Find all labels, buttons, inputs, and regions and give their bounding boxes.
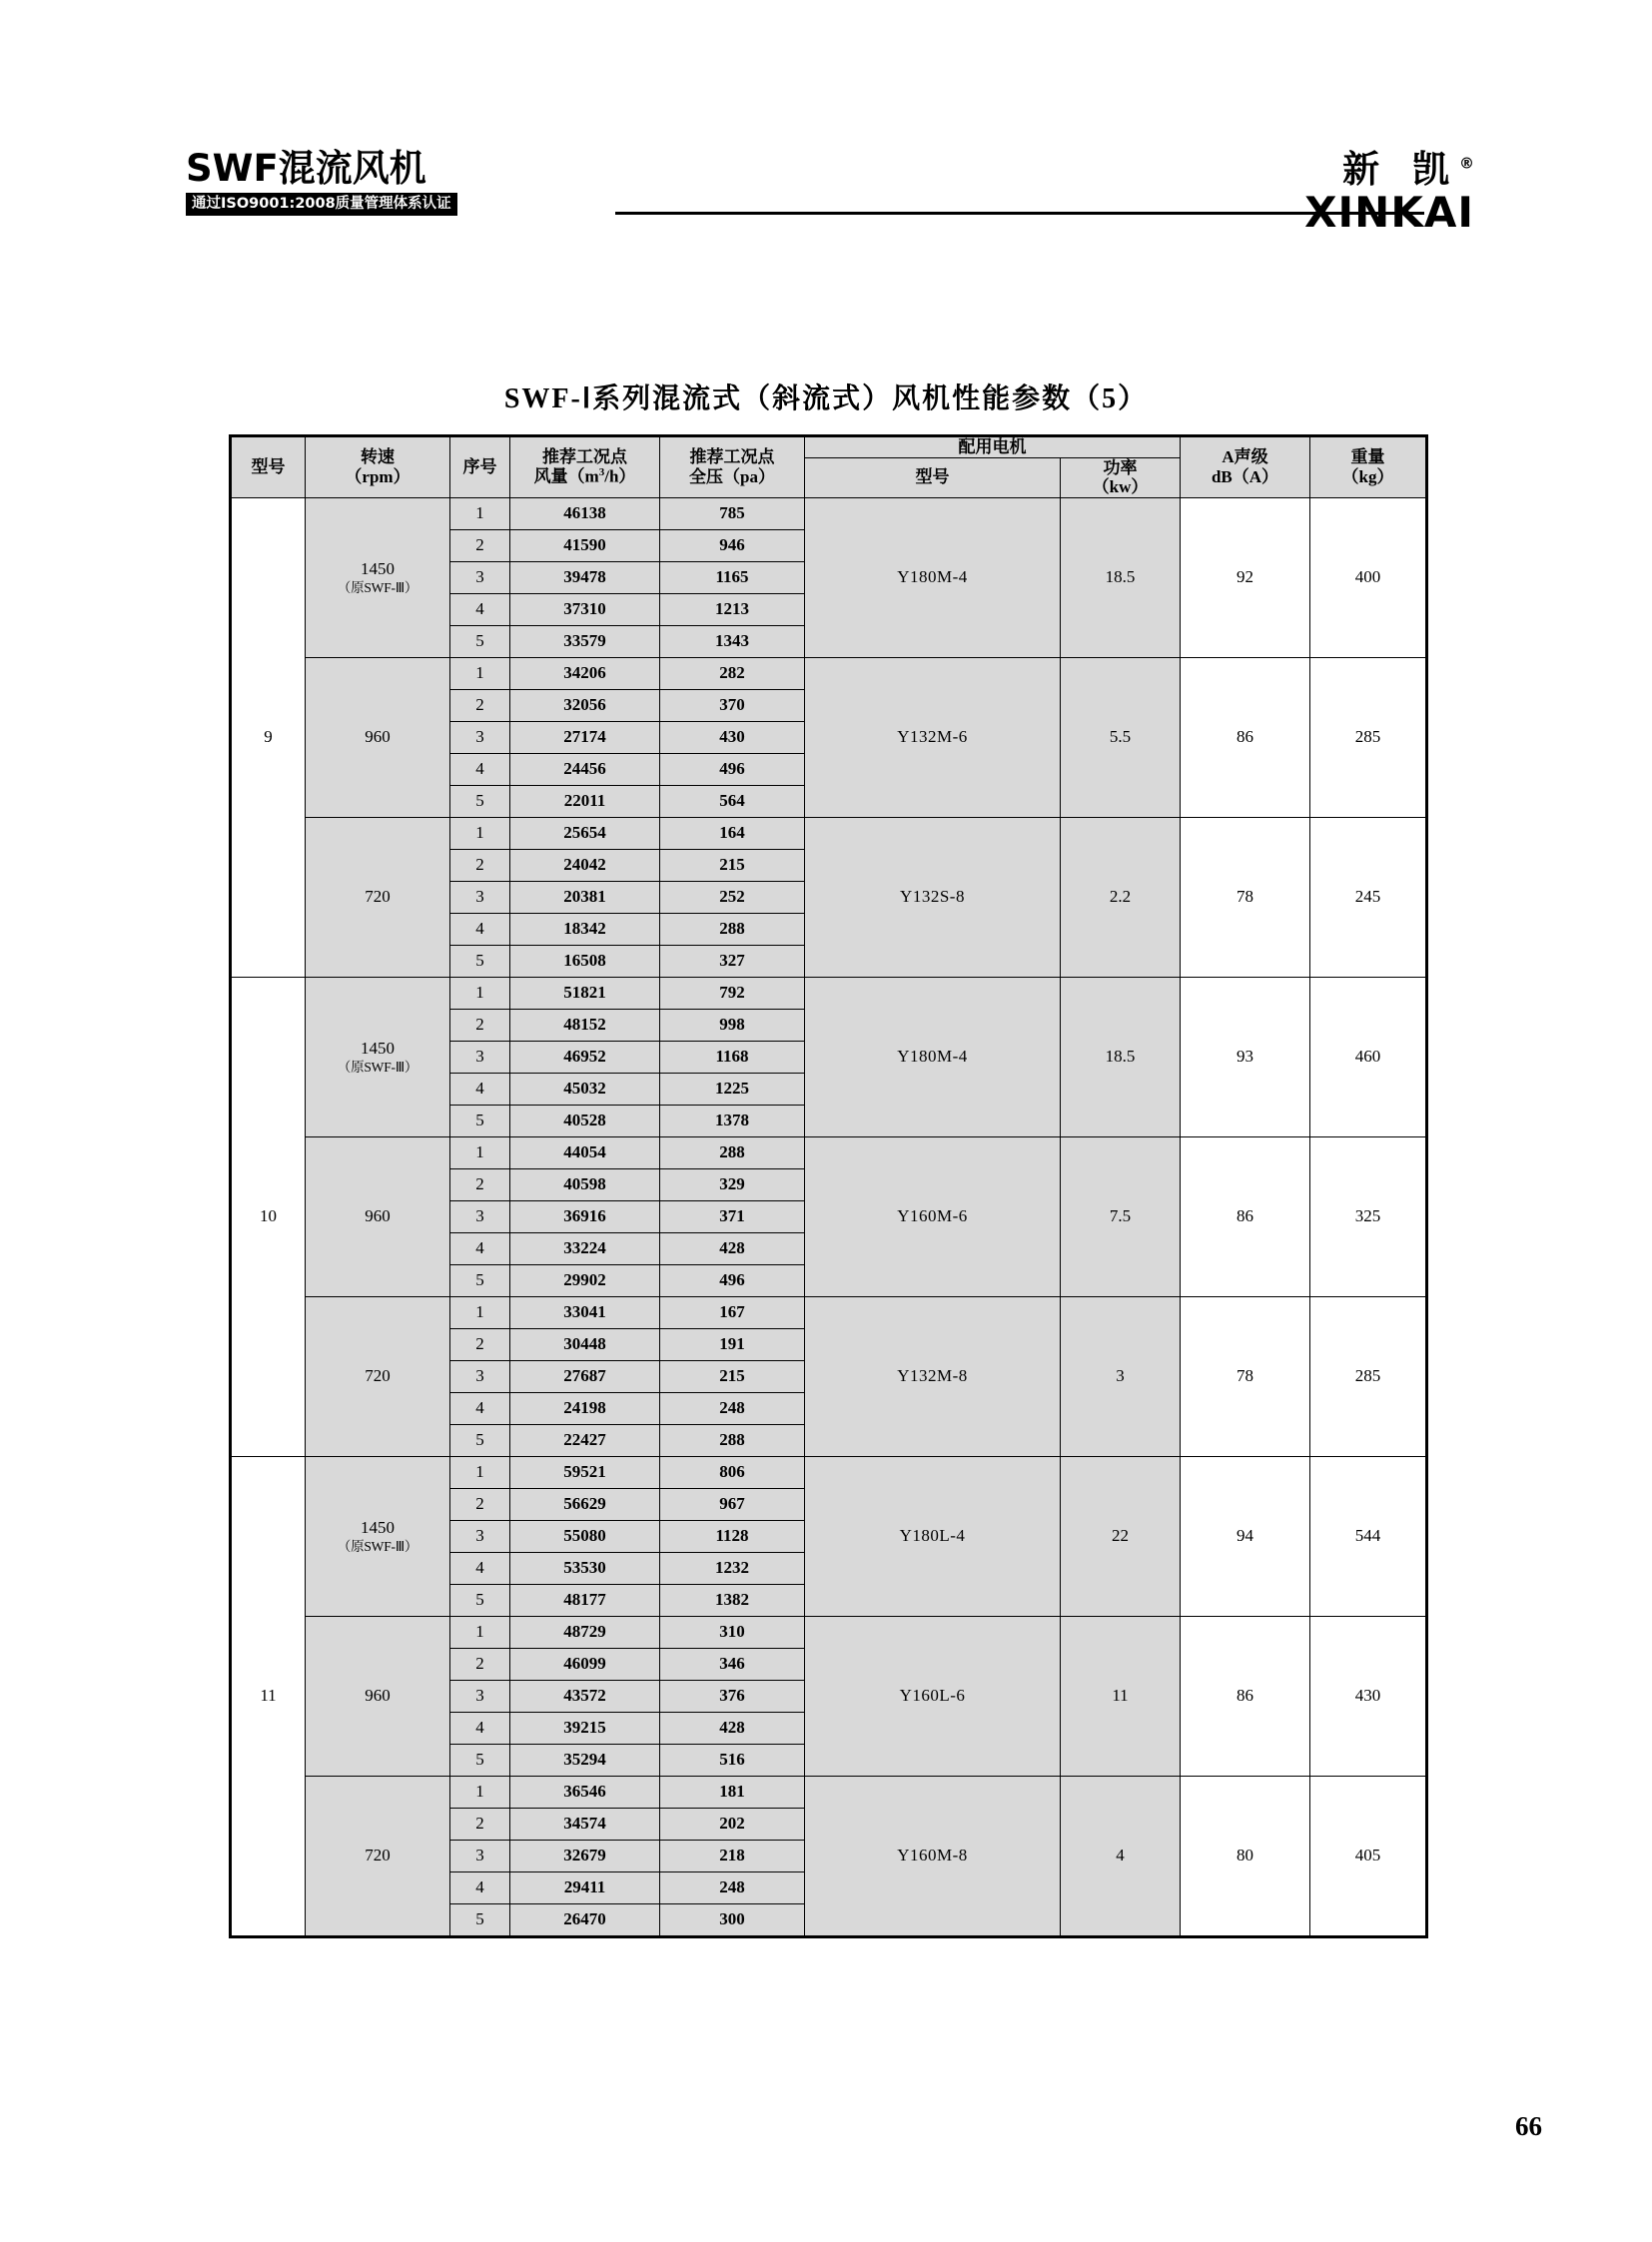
cell-index: 3	[450, 561, 510, 593]
cell-pressure: 215	[660, 1360, 805, 1392]
cell-index: 2	[450, 1808, 510, 1840]
cell-flow: 48729	[510, 1616, 660, 1648]
noise-label-line2: dB（A）	[1211, 466, 1279, 486]
cell-flow: 32679	[510, 1840, 660, 1871]
cell-flow: 24456	[510, 753, 660, 785]
cell-pressure: 288	[660, 1424, 805, 1456]
cell-index: 5	[450, 1903, 510, 1935]
cell-index: 4	[450, 1871, 510, 1903]
speed-value: 960	[365, 727, 391, 747]
page-number: 66	[1515, 2111, 1542, 2141]
cell-index: 3	[450, 721, 510, 753]
cell-flow: 16508	[510, 945, 660, 977]
cell-model: 9	[232, 497, 306, 977]
cell-flow: 51821	[510, 977, 660, 1009]
cell-index: 2	[450, 1168, 510, 1200]
cell-flow: 48177	[510, 1584, 660, 1616]
cell-pressure: 1378	[660, 1105, 805, 1136]
cell-flow: 34206	[510, 657, 660, 689]
cell-flow: 20381	[510, 881, 660, 913]
cell-pressure: 282	[660, 657, 805, 689]
cell-motor-model: Y132M-8	[805, 1296, 1061, 1456]
power-label-line1: 功率	[1103, 457, 1138, 477]
cell-weight: 245	[1310, 817, 1426, 977]
cell-weight: 544	[1310, 1456, 1426, 1616]
cell-noise: 78	[1181, 817, 1310, 977]
flow-label-exponent: 3	[598, 466, 605, 479]
column-header-motor-model: 型号	[805, 457, 1061, 497]
cell-motor-model: Y160L-6	[805, 1616, 1061, 1776]
cell-flow: 40598	[510, 1168, 660, 1200]
speed-value: 720	[365, 887, 391, 907]
cell-noise: 92	[1181, 497, 1310, 657]
pressure-label-line2: 全压（pa）	[689, 466, 775, 486]
cell-index: 5	[450, 945, 510, 977]
cell-noise: 78	[1181, 1296, 1310, 1456]
cell-motor-model: Y132S-8	[805, 817, 1061, 977]
cell-motor-power: 2.2	[1061, 817, 1181, 977]
cell-speed	[306, 1296, 450, 1456]
cell-index: 1	[450, 497, 510, 529]
table-header	[232, 437, 1426, 498]
speed-value: 960	[365, 1686, 391, 1706]
cell-model: 10	[232, 977, 306, 1456]
cell-pressure: 346	[660, 1648, 805, 1680]
column-header-pressure	[660, 437, 805, 498]
cell-index: 3	[450, 1360, 510, 1392]
column-header-motor-power	[1061, 457, 1181, 497]
cell-index: 3	[450, 1520, 510, 1552]
cell-index: 5	[450, 785, 510, 817]
cell-pressure: 792	[660, 977, 805, 1009]
cell-pressure: 946	[660, 529, 805, 561]
cell-motor-power: 22	[1061, 1456, 1181, 1616]
cell-index: 4	[450, 593, 510, 625]
cell-index: 3	[450, 1200, 510, 1232]
cell-speed	[306, 1616, 450, 1776]
cell-pressure: 164	[660, 817, 805, 849]
company-logo	[1244, 150, 1474, 235]
cell-index: 5	[450, 625, 510, 657]
cell-index: 2	[450, 849, 510, 881]
cell-noise: 80	[1181, 1776, 1310, 1935]
cell-pressure: 215	[660, 849, 805, 881]
cell-flow: 32056	[510, 689, 660, 721]
cell-pressure: 428	[660, 1232, 805, 1264]
performance-table-container	[231, 436, 1425, 1936]
cell-flow: 36916	[510, 1200, 660, 1232]
table-header-row-1	[232, 437, 1426, 458]
cell-flow: 35294	[510, 1744, 660, 1776]
certification-badge: 通过ISO9001:2008质量管理体系认证	[186, 193, 457, 216]
flow-label-unit-a: 风量（m	[533, 467, 599, 487]
cell-index: 4	[450, 1232, 510, 1264]
cell-noise: 86	[1181, 657, 1310, 817]
cell-pressure: 806	[660, 1456, 805, 1488]
speed-value: 960	[365, 1206, 391, 1226]
cell-index: 3	[450, 1041, 510, 1073]
cell-index: 4	[450, 1392, 510, 1424]
cell-pressure: 1232	[660, 1552, 805, 1584]
cell-flow: 33041	[510, 1296, 660, 1328]
cell-flow: 27174	[510, 721, 660, 753]
cell-index: 4	[450, 1552, 510, 1584]
cell-speed	[306, 817, 450, 977]
cell-index: 1	[450, 1776, 510, 1808]
cell-flow: 24042	[510, 849, 660, 881]
cell-pressure: 167	[660, 1296, 805, 1328]
table-body	[232, 497, 1426, 1935]
cell-weight: 430	[1310, 1616, 1426, 1776]
table-row	[232, 1136, 1426, 1168]
speed-value: 1450	[361, 1038, 395, 1058]
cell-flow: 39478	[510, 561, 660, 593]
cell-index: 5	[450, 1105, 510, 1136]
cell-flow: 22427	[510, 1424, 660, 1456]
table-row	[232, 1296, 1426, 1328]
cell-weight: 400	[1310, 497, 1426, 657]
cell-pressure: 496	[660, 1264, 805, 1296]
cell-flow: 41590	[510, 529, 660, 561]
cell-flow: 30448	[510, 1328, 660, 1360]
cell-motor-power: 5.5	[1061, 657, 1181, 817]
cell-index: 5	[450, 1264, 510, 1296]
speed-label-line2: （rpm）	[345, 466, 411, 486]
cell-pressure: 202	[660, 1808, 805, 1840]
page-header	[186, 147, 1474, 270]
cell-flow: 33224	[510, 1232, 660, 1264]
cell-pressure: 1165	[660, 561, 805, 593]
cell-motor-power: 7.5	[1061, 1136, 1181, 1296]
flow-label-unit-b: /h）	[604, 467, 636, 487]
flow-label-line2	[510, 466, 659, 486]
cell-index: 4	[450, 1712, 510, 1744]
speed-label-line1: 转速	[361, 447, 395, 467]
performance-table	[231, 436, 1426, 1936]
cell-pressure: 496	[660, 753, 805, 785]
column-header-noise	[1181, 437, 1310, 498]
cell-flow: 46099	[510, 1648, 660, 1680]
table-row	[232, 817, 1426, 849]
table-row	[232, 1776, 1426, 1808]
pressure-label-line1: 推荐工况点	[689, 447, 775, 467]
cell-flow: 18342	[510, 913, 660, 945]
cell-index: 1	[450, 977, 510, 1009]
cell-motor-model: Y160M-8	[805, 1776, 1061, 1935]
speed-value: 1450	[361, 1517, 395, 1537]
cell-pressure: 310	[660, 1616, 805, 1648]
cell-flow: 46138	[510, 497, 660, 529]
cell-index: 2	[450, 1648, 510, 1680]
power-label-line2: （kw）	[1092, 477, 1149, 497]
cell-flow: 44054	[510, 1136, 660, 1168]
cell-flow: 48152	[510, 1009, 660, 1041]
table-row	[232, 657, 1426, 689]
cell-pressure: 1343	[660, 625, 805, 657]
cell-motor-model: Y132M-6	[805, 657, 1061, 817]
cell-index: 1	[450, 1456, 510, 1488]
cell-pressure: 1382	[660, 1584, 805, 1616]
cell-flow: 24198	[510, 1392, 660, 1424]
cell-index: 3	[450, 1680, 510, 1712]
cell-index: 5	[450, 1744, 510, 1776]
cell-flow: 43572	[510, 1680, 660, 1712]
speed-original-model-note: （原SWF-Ⅲ）	[337, 1060, 418, 1076]
cell-pressure: 967	[660, 1488, 805, 1520]
cell-pressure: 516	[660, 1744, 805, 1776]
cell-pressure: 329	[660, 1168, 805, 1200]
noise-label-line1: A声级	[1222, 447, 1268, 467]
cell-flow: 36546	[510, 1776, 660, 1808]
cell-index: 1	[450, 1296, 510, 1328]
cell-motor-model: Y180M-4	[805, 497, 1061, 657]
cell-pressure: 428	[660, 1712, 805, 1744]
speed-value: 1450	[361, 558, 395, 578]
logo-chinese-name	[1244, 150, 1474, 191]
cell-pressure: 564	[660, 785, 805, 817]
cell-index: 3	[450, 1840, 510, 1871]
cell-flow: 59521	[510, 1456, 660, 1488]
cell-flow: 29902	[510, 1264, 660, 1296]
speed-value: 720	[365, 1366, 391, 1386]
speed-value: 720	[365, 1846, 391, 1866]
table-row	[232, 1616, 1426, 1648]
column-header-flow	[510, 437, 660, 498]
column-header-weight	[1310, 437, 1426, 498]
cell-pressure: 327	[660, 945, 805, 977]
cell-index: 2	[450, 1009, 510, 1041]
cell-pressure: 785	[660, 497, 805, 529]
cell-flow: 45032	[510, 1073, 660, 1105]
cell-motor-model: Y180M-4	[805, 977, 1061, 1136]
cell-speed	[306, 1456, 450, 1616]
logo-cn-text: 新 凯	[1342, 148, 1459, 191]
cell-weight: 325	[1310, 1136, 1426, 1296]
cell-flow: 46952	[510, 1041, 660, 1073]
speed-original-model-note: （原SWF-Ⅲ）	[337, 580, 418, 596]
cell-speed	[306, 497, 450, 657]
cell-pressure: 248	[660, 1392, 805, 1424]
cell-model: 11	[232, 1456, 306, 1935]
page-title: SWF-Ⅰ系列混流式（斜流式）风机性能参数（5）	[503, 383, 1149, 414]
cell-weight: 460	[1310, 977, 1426, 1136]
cell-pressure: 1225	[660, 1073, 805, 1105]
column-header-model: 型号	[232, 437, 306, 498]
cell-flow: 26470	[510, 1903, 660, 1935]
cell-index: 1	[450, 1136, 510, 1168]
cell-pressure: 288	[660, 913, 805, 945]
cell-noise: 93	[1181, 977, 1310, 1136]
cell-flow: 22011	[510, 785, 660, 817]
column-header-index: 序号	[450, 437, 510, 498]
table-row	[232, 1456, 1426, 1488]
cell-pressure: 998	[660, 1009, 805, 1041]
cell-weight: 405	[1310, 1776, 1426, 1935]
logo-english-name: XINKAI	[1304, 187, 1474, 237]
cell-flow: 53530	[510, 1552, 660, 1584]
cell-index: 5	[450, 1424, 510, 1456]
column-header-speed	[306, 437, 450, 498]
cell-index: 2	[450, 1488, 510, 1520]
registered-trademark-icon: ®	[1459, 154, 1474, 173]
cell-index: 1	[450, 1616, 510, 1648]
cell-index: 2	[450, 1328, 510, 1360]
cell-speed	[306, 1776, 450, 1935]
cell-pressure: 288	[660, 1136, 805, 1168]
cell-motor-model: Y180L-4	[805, 1456, 1061, 1616]
weight-label-line2: （kg）	[1341, 466, 1394, 486]
cell-flow: 25654	[510, 817, 660, 849]
cell-flow: 55080	[510, 1520, 660, 1552]
cell-motor-power: 11	[1061, 1616, 1181, 1776]
cell-index: 2	[450, 529, 510, 561]
cell-motor-power: 18.5	[1061, 497, 1181, 657]
cell-flow: 39215	[510, 1712, 660, 1744]
cell-pressure: 252	[660, 881, 805, 913]
cell-index: 1	[450, 657, 510, 689]
cell-motor-power: 3	[1061, 1296, 1181, 1456]
table-row	[232, 977, 1426, 1009]
cell-flow: 37310	[510, 593, 660, 625]
cell-pressure: 300	[660, 1903, 805, 1935]
cell-index: 1	[450, 817, 510, 849]
cell-weight: 285	[1310, 657, 1426, 817]
column-header-motor-group: 配用电机	[805, 437, 1181, 458]
cell-weight: 285	[1310, 1296, 1426, 1456]
cell-pressure: 371	[660, 1200, 805, 1232]
cell-motor-power: 4	[1061, 1776, 1181, 1935]
cell-index: 3	[450, 881, 510, 913]
product-title: SWF混流风机	[186, 147, 426, 190]
cell-speed	[306, 1136, 450, 1296]
cell-index: 4	[450, 1073, 510, 1105]
table-row	[232, 497, 1426, 529]
cell-pressure: 1168	[660, 1041, 805, 1073]
cell-pressure: 370	[660, 689, 805, 721]
cell-speed	[306, 657, 450, 817]
cell-index: 2	[450, 689, 510, 721]
cell-pressure: 1213	[660, 593, 805, 625]
cell-noise: 86	[1181, 1616, 1310, 1776]
weight-label-line1: 重量	[1350, 447, 1385, 467]
cell-pressure: 248	[660, 1871, 805, 1903]
cell-pressure: 181	[660, 1776, 805, 1808]
cell-flow: 29411	[510, 1871, 660, 1903]
cell-flow: 56629	[510, 1488, 660, 1520]
cell-speed	[306, 977, 450, 1136]
speed-original-model-note: （原SWF-Ⅲ）	[337, 1539, 418, 1555]
cell-pressure: 191	[660, 1328, 805, 1360]
cell-motor-power: 18.5	[1061, 977, 1181, 1136]
cell-pressure: 430	[660, 721, 805, 753]
cell-pressure: 218	[660, 1840, 805, 1871]
cell-motor-model: Y160M-6	[805, 1136, 1061, 1296]
cell-flow: 34574	[510, 1808, 660, 1840]
cell-index: 4	[450, 753, 510, 785]
cell-noise: 94	[1181, 1456, 1310, 1616]
cell-flow: 27687	[510, 1360, 660, 1392]
flow-label-line1: 推荐工况点	[542, 446, 627, 466]
cell-pressure: 376	[660, 1680, 805, 1712]
cell-index: 5	[450, 1584, 510, 1616]
cell-flow: 40528	[510, 1105, 660, 1136]
cell-noise: 86	[1181, 1136, 1310, 1296]
cell-flow: 33579	[510, 625, 660, 657]
cell-pressure: 1128	[660, 1520, 805, 1552]
cell-index: 4	[450, 913, 510, 945]
